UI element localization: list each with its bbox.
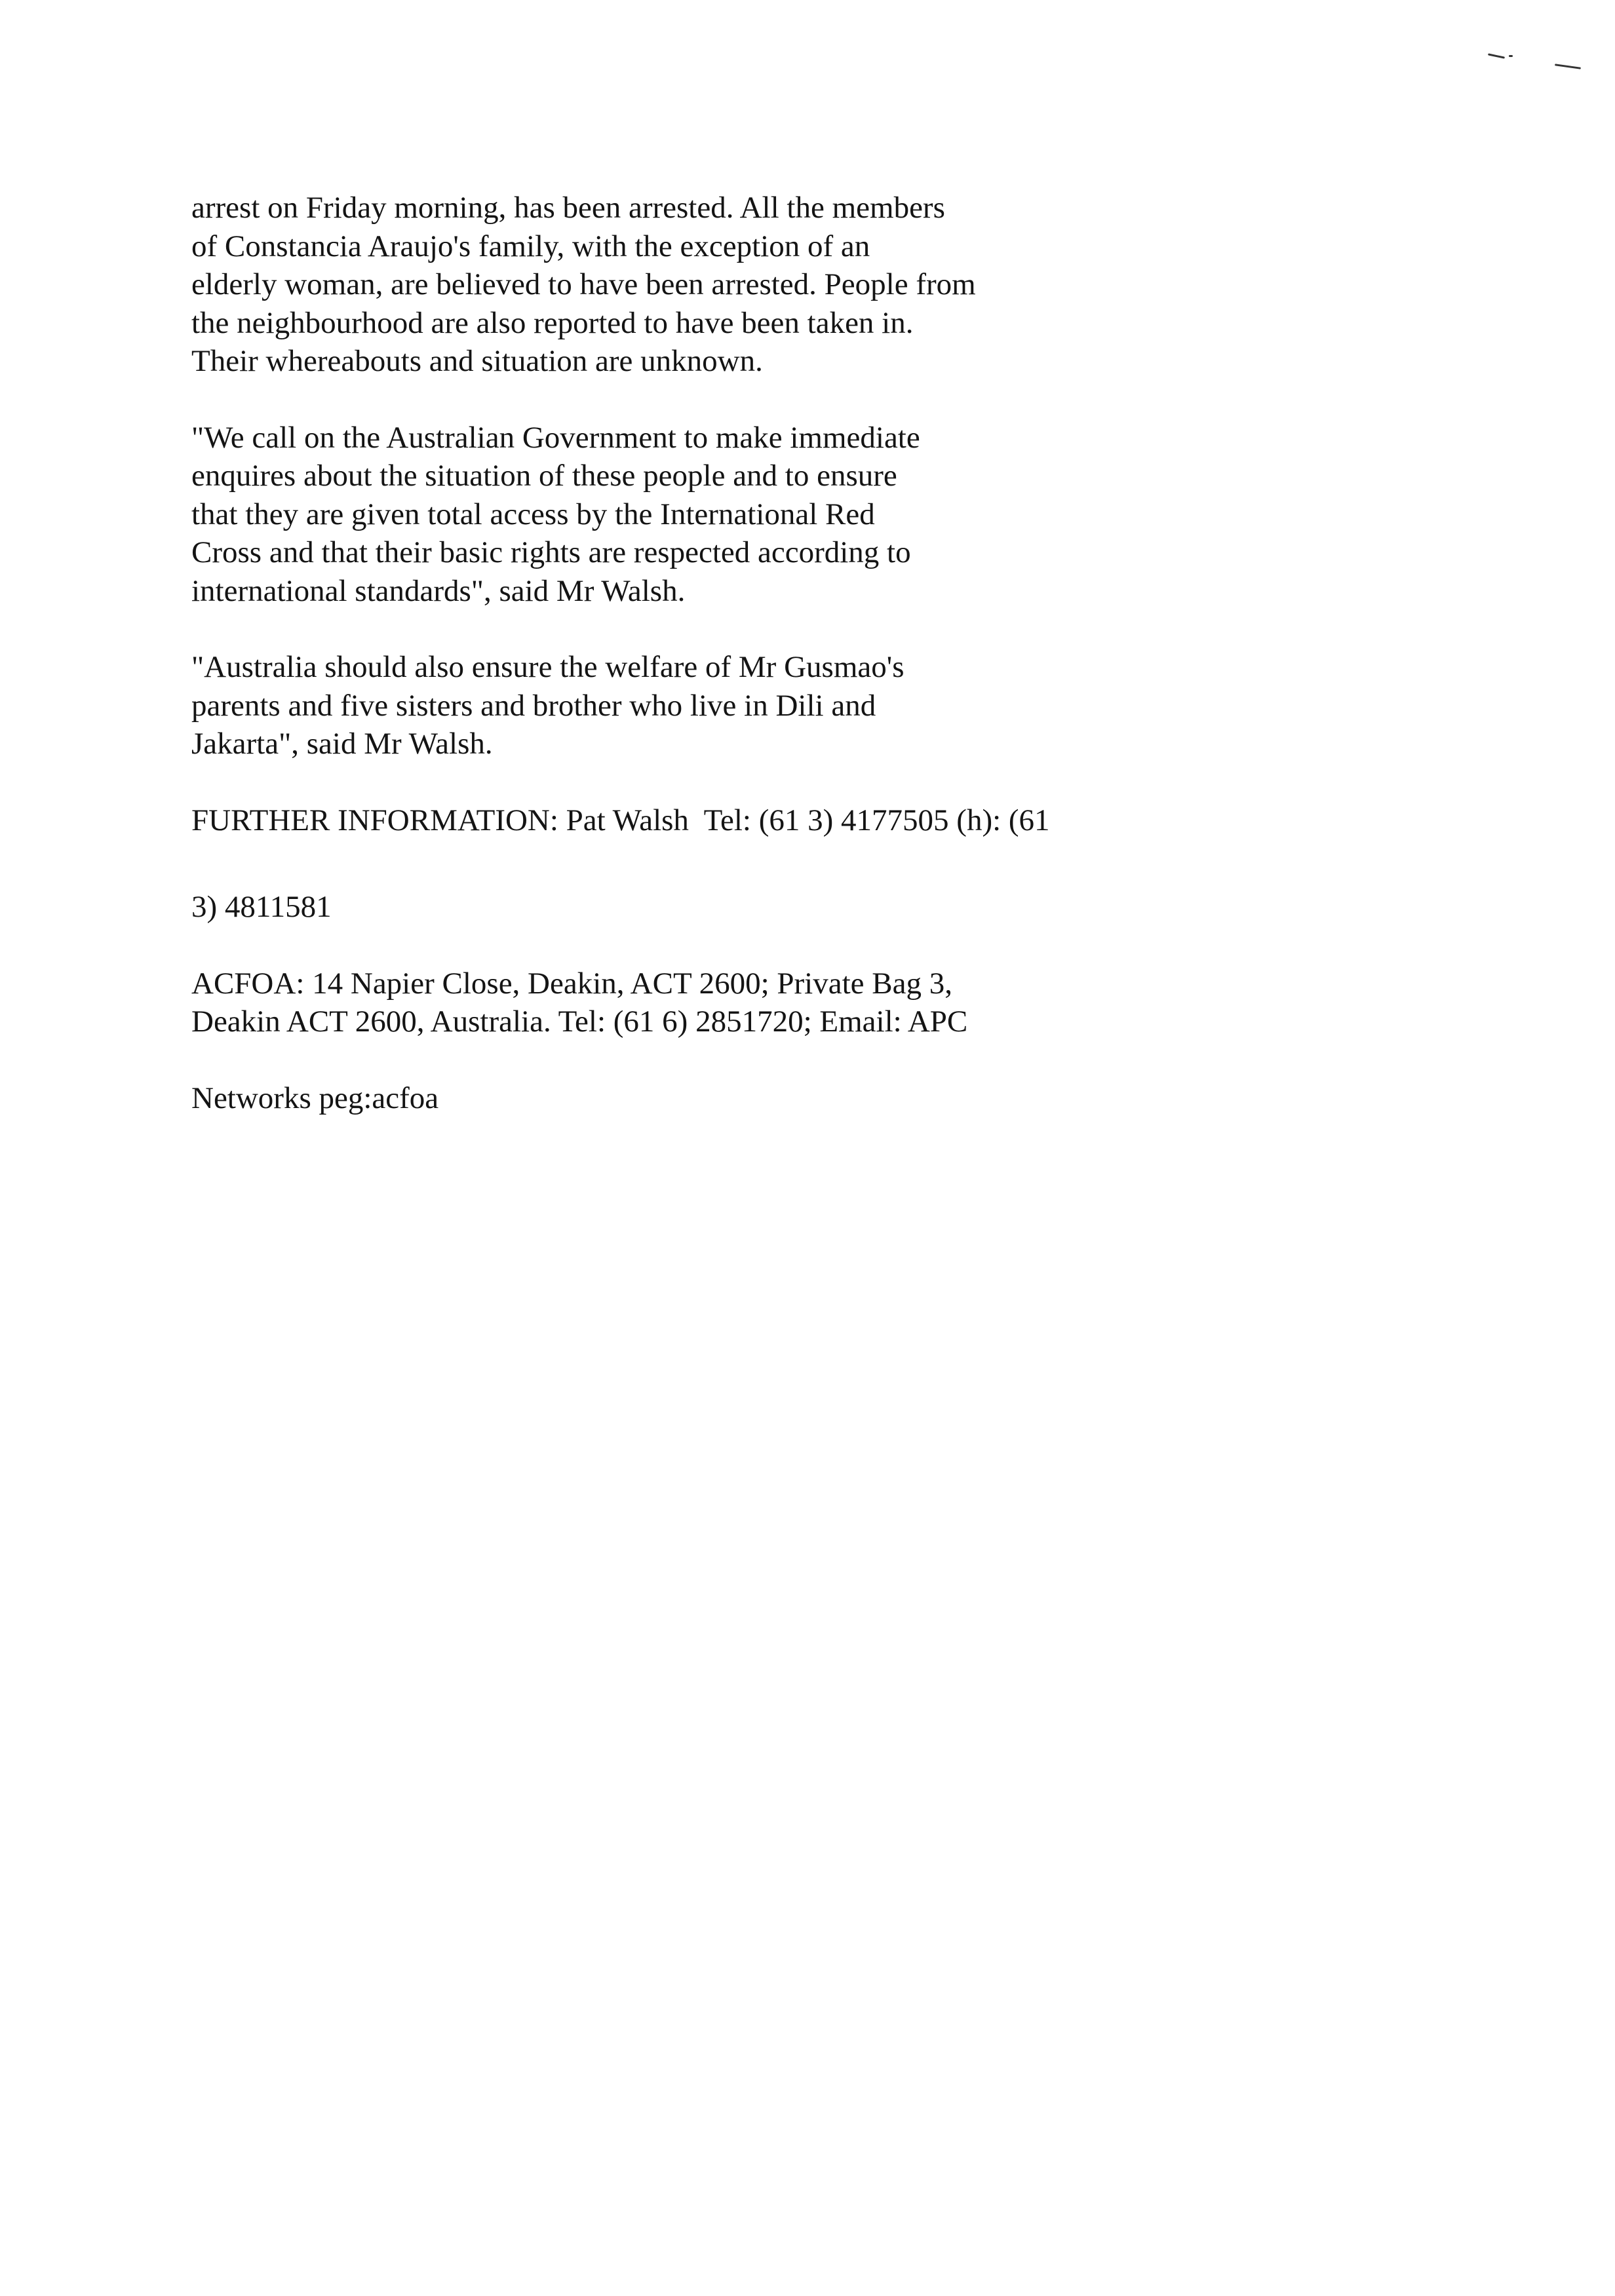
paragraph-phone-continued — [191, 888, 1437, 927]
paragraph-government-call — [191, 419, 1437, 611]
scan-artifact-mark — [1509, 55, 1513, 57]
text-line: "Australia should also ensure the welfare of Mr Gusmao's — [191, 650, 905, 684]
text-line: Their whereabouts and situation are unknown. — [191, 344, 763, 378]
paragraph-further-information — [191, 801, 1437, 840]
text-line: 3) 4811581 — [191, 890, 332, 924]
scan-artifact-mark — [1488, 53, 1505, 58]
text-line: enquires about the situation of these people and to ensure — [191, 459, 897, 493]
text-line: that they are given total access by the International Red — [191, 497, 875, 531]
text-line: arrest on Friday morning, has been arrested. All the members — [191, 191, 945, 225]
text-line: Jakarta", said Mr Walsh. — [191, 727, 493, 761]
text-line: Deakin ACT 2600, Australia. Tel: (61 6) 2851720; Email: APC — [191, 1004, 968, 1039]
text-line: ACFOA: 14 Napier Close, Deakin, ACT 2600; Private Bag 3, — [191, 966, 952, 1001]
paragraph-acfoa-address — [191, 965, 1437, 1041]
scan-artifact-mark — [1555, 64, 1581, 69]
text-line: the neighbourhood are also reported to have been taken in. — [191, 305, 914, 340]
paragraph-family-welfare — [191, 648, 1437, 763]
text-line: "We call on the Australian Government to make immediate — [191, 420, 920, 455]
text-line: FURTHER INFORMATION: Pat Walsh Tel: (61 3) 4177505 (h): (61 — [191, 803, 1050, 837]
text-line: Networks peg:acfoa — [191, 1081, 439, 1115]
text-line: international standards", said Mr Walsh. — [191, 573, 686, 608]
document-body — [191, 189, 1437, 1117]
text-line: elderly woman, are believed to have been arrested. People from — [191, 267, 976, 301]
text-line: parents and five sisters and brother who live in Dili and — [191, 688, 876, 723]
paragraph-networks — [191, 1079, 1437, 1118]
text-line: of Constancia Araujo's family, with the exception of an — [191, 229, 870, 263]
text-line: Cross and that their basic rights are respected according to — [191, 535, 911, 569]
paragraph-arrests — [191, 189, 1437, 381]
